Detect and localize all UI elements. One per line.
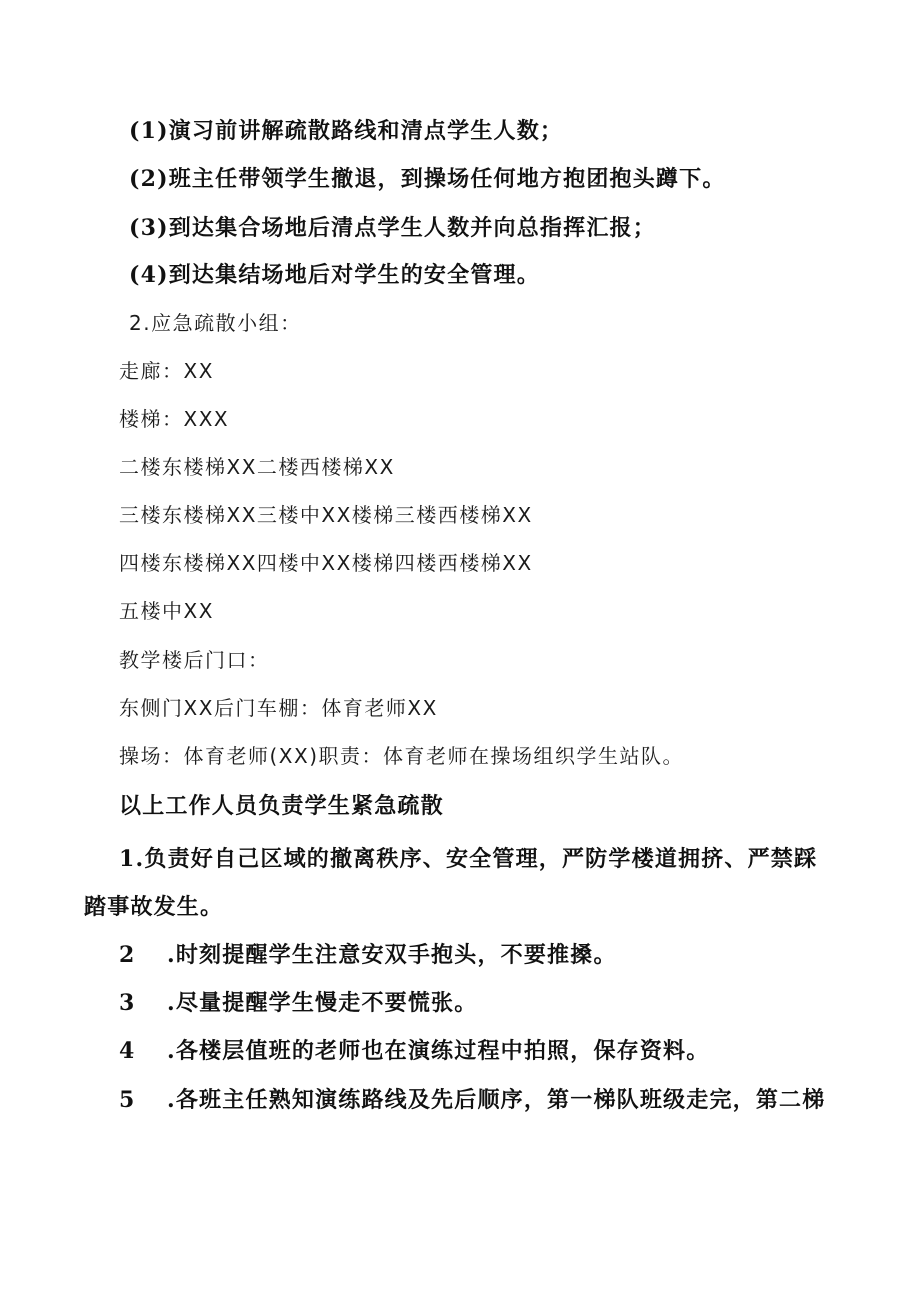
duty-4-text: .各楼层值班的老师也在演练过程中拍照，保存资料。 bbox=[167, 1038, 710, 1064]
group-line-stairs: 楼梯：XXX bbox=[119, 407, 230, 431]
group-line-floor-2: 二楼东楼梯XX二楼西楼梯XX bbox=[119, 455, 395, 479]
procedure-item-1: (1)演习前讲解疏散路线和清点学生人数； bbox=[129, 118, 564, 144]
duty-2-number: 2 bbox=[119, 942, 136, 968]
duty-5 bbox=[119, 1089, 825, 1111]
group-line-floor-4: 四楼东楼梯XX四楼中XX楼梯四楼西楼梯XX bbox=[119, 551, 533, 575]
group-line-east-gate: 东侧门XX后门车棚：体育老师XX bbox=[119, 696, 438, 720]
group-line-playground: 操场：体育老师(XX)职责：体育老师在操场组织学生站队。 bbox=[119, 744, 685, 768]
duty-3-text: .尽量提醒学生慢走不要慌张。 bbox=[167, 990, 478, 1016]
section-title: 2.应急疏散小组： bbox=[129, 311, 302, 335]
group-line-floor-3: 三楼东楼梯XX三楼中XX楼梯三楼西楼梯XX bbox=[119, 503, 533, 527]
procedure-item-4: (4)到达集结场地后对学生的安全管理。 bbox=[129, 262, 540, 288]
group-line-corridor: 走廊：XX bbox=[119, 359, 214, 383]
duty-2 bbox=[119, 944, 617, 966]
group-line-back-door: 教学楼后门口： bbox=[119, 648, 270, 672]
duty-4 bbox=[119, 1040, 709, 1062]
procedure-item-3: (3)到达集合场地后清点学生人数并向总指挥汇报； bbox=[129, 215, 656, 241]
duty-1-line-2: 踏事故发生。 bbox=[84, 894, 224, 920]
duty-3 bbox=[119, 992, 477, 1014]
duty-4-number: 4 bbox=[119, 1038, 136, 1064]
duty-3-number: 3 bbox=[119, 990, 136, 1016]
duty-1-line-1: 1.负责好自己区域的撤离秩序、安全管理，严防学楼道拥挤、严禁踩 bbox=[119, 846, 818, 872]
duty-2-text: .时刻提醒学生注意安双手抱头，不要推搡。 bbox=[167, 942, 617, 968]
procedure-item-2: (2)班主任带领学生撤退，到操场任何地方抱团抱头蹲下。 bbox=[129, 166, 726, 192]
responsibility-heading: 以上工作人员负责学生紧急疏散 bbox=[119, 793, 444, 819]
duty-5-number: 5 bbox=[119, 1087, 136, 1113]
group-line-floor-5: 五楼中XX bbox=[119, 599, 214, 623]
duty-5-text: .各班主任熟知演练路线及先后顺序，第一梯队班级走完，第二梯 bbox=[167, 1087, 826, 1113]
